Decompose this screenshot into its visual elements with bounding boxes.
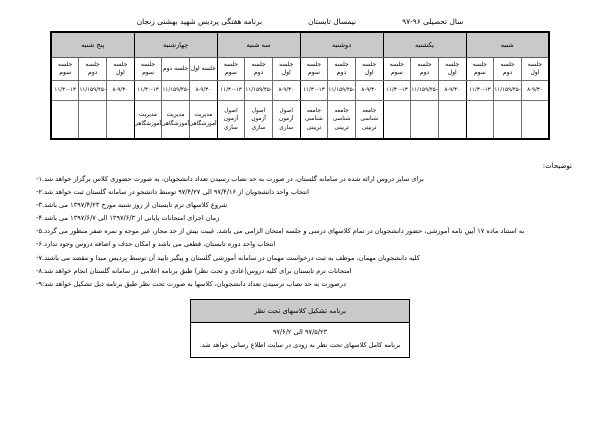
- course-line: سازی: [224, 124, 238, 131]
- course-line: اصول: [251, 108, 266, 115]
- session-word: جلسه: [85, 60, 100, 68]
- course-cell-wed-2[interactable]: [162, 101, 190, 140]
- supervised-classes-dates: ۹۷/۵/۲۳ الی ۹۷/۶/۲: [272, 328, 328, 337]
- course-cell-wed-1[interactable]: [189, 101, 217, 140]
- course-line: جامعه: [306, 108, 321, 115]
- course-line: مدیریت: [194, 112, 213, 119]
- session-ordinal: دوم: [419, 69, 430, 76]
- session-label-sun-2: [411, 58, 439, 81]
- note-number: ۳-: [36, 201, 42, 210]
- note-number: ۸-: [36, 266, 42, 275]
- schedule-title: برنامه هفتگی پردیس شهید بهشتی زنجان: [136, 17, 263, 26]
- session-word: جلسه: [223, 60, 239, 68]
- session-ordinal: اول: [447, 69, 457, 76]
- session-label-tue-3: [217, 58, 245, 81]
- course-cell-sun-1[interactable]: [438, 101, 466, 140]
- note-text: زمان اجرای امتحانات پایانی از ۱۳۹۷/۶/۳ الی ۱۳۹۷/۶/۷ می باشد.: [42, 214, 220, 223]
- session-word: جلسه: [306, 60, 322, 68]
- time-text: ۸-۹/۳۰: [195, 86, 212, 93]
- course-line: سازی: [279, 124, 294, 131]
- session-ordinal: اول: [281, 69, 291, 76]
- time-tue-1: [272, 81, 300, 101]
- time-thu-2: [79, 81, 107, 101]
- session-ordinal: دوم: [253, 69, 264, 76]
- session-ordinal: سوم: [308, 69, 320, 76]
- day-header-tuesday: سه شنبه: [217, 32, 300, 58]
- session-label-thu-3: [51, 58, 79, 81]
- time-sat-3: [466, 81, 494, 101]
- weekly-schedule-table: [50, 31, 550, 140]
- document-header: [0, 0, 600, 31]
- list-item: [0, 202, 600, 209]
- course-line: تربیتی: [306, 124, 322, 131]
- time-thu-3: [51, 81, 79, 101]
- note-text: برای سایر دروس ارائه شده در سامانه گلستان، در صورت به حد نصاب رسیدن تعداد دانشجویان، به صورت حضوری کلاس برگزار خواهد شد.: [42, 175, 424, 183]
- course-cell-mon-3[interactable]: [300, 101, 328, 140]
- course-cell-sat-1[interactable]: [521, 101, 549, 140]
- time-text: ۱۱/۳۰-۱۳: [220, 86, 242, 93]
- course-cell-wed-3[interactable]: [134, 101, 162, 140]
- course-cell-mon-1[interactable]: [355, 101, 383, 140]
- course-line: شناسی: [305, 116, 323, 123]
- session-ordinal: سوم: [390, 69, 403, 76]
- course-line: اصول: [279, 108, 293, 115]
- note-number: ۵-: [36, 227, 42, 236]
- time-text: -۱۱/۱۵: [494, 86, 521, 93]
- course-line: آزمون: [223, 116, 239, 123]
- session-word: جلسه: [113, 60, 128, 68]
- course-cell-thu-3[interactable]: [51, 101, 79, 140]
- table-row-times: [51, 81, 549, 101]
- session-word: جلسه: [472, 60, 487, 68]
- time-text: ۸-۹/۳۰: [361, 86, 378, 93]
- supervised-classes-box: [190, 299, 410, 358]
- session-word: جلسه: [527, 60, 543, 68]
- note-text: انتخاب واحد دوره تابستان، قطعی می باشد و امکان حذف و اضافه دروس وجود ندارد.: [42, 240, 276, 249]
- time-mon-1: [355, 81, 383, 101]
- time-text: ۱۱/۳۰-۱۳: [386, 86, 408, 93]
- time-wed-3: [134, 81, 162, 101]
- day-header-wednesday: چهارشنبه: [134, 32, 217, 58]
- session-word: جلسه: [445, 60, 460, 68]
- note-text: شروع کلاسهای ترم تابستان از روز شنبه مورخ ۱۳۹۷/۴/۲۳ می باشد.: [42, 201, 228, 210]
- time-wed-1: [189, 81, 217, 101]
- time-text-2: ۹/۴۵: [259, 86, 270, 93]
- note-text: امتحانات ترم تابستان برای کلیه دروس(عادی و تحت نظر) طبق برنامه اعلامی در سامانه گلستان انجام خواهد شد.: [42, 266, 352, 275]
- session-label-wed-3: جلسه سوم: [134, 58, 162, 81]
- session-word: جلسه: [251, 60, 266, 68]
- time-text: -۱۱/۱۵: [162, 86, 189, 93]
- session-label-tue-1: [272, 58, 300, 81]
- list-item: [0, 255, 600, 262]
- table-row-sessions: [51, 58, 549, 81]
- time-mon-3: [300, 81, 328, 101]
- list-item: [0, 215, 600, 222]
- session-word: جلسه: [58, 60, 73, 68]
- time-wed-2: [162, 81, 190, 101]
- course-cell-sun-3[interactable]: [383, 101, 411, 140]
- course-cell-sat-3[interactable]: [466, 101, 494, 140]
- session-label-wed-2: جلسه دوم: [162, 58, 190, 81]
- course-cell-sat-2[interactable]: [494, 101, 522, 140]
- course-cell-tue-3[interactable]: [217, 101, 245, 140]
- note-number: ۴-: [36, 214, 42, 223]
- time-mon-2: [328, 81, 356, 101]
- course-line: آموزشگاهی: [188, 120, 217, 127]
- table-row-days: [51, 32, 549, 58]
- session-word: جلسه: [500, 60, 515, 68]
- time-text-2: ۹/۴۵: [93, 86, 104, 93]
- course-line: سازی: [251, 124, 266, 131]
- session-label-thu-2: [79, 58, 107, 81]
- session-ordinal: سوم: [225, 69, 237, 76]
- course-line: آموزشگاهی: [133, 120, 162, 127]
- note-number: ۱-: [36, 175, 42, 183]
- session-label-sun-3: [383, 58, 411, 81]
- time-text-2: ۹/۴۵: [507, 86, 519, 93]
- list-item: [0, 189, 600, 196]
- note-number: ۶-: [36, 240, 42, 249]
- time-thu-1: [107, 81, 135, 101]
- course-line: تربیتی: [334, 124, 349, 131]
- session-label-mon-1: [355, 58, 383, 81]
- session-label-wed-1: جلسه اول: [189, 58, 217, 81]
- note-text: به استناد ماده ۱۷ آیین نامه آموزشی، حضور دانشجویان در تمام کلاسهای درسی و جلسه امتحان الزامی می باشد. غیبت بیش از حد مجاز، غیر موجه و نمره صفر منظور می گردد.: [42, 227, 525, 236]
- supervised-classes-heading: برنامه تشکیل کلاسهای تحت نظر: [191, 300, 409, 323]
- day-header-monday: دوشنبه: [300, 32, 383, 58]
- list-item: [0, 281, 600, 288]
- notes-heading: توضیحات:: [542, 162, 572, 170]
- note-number: ۷-: [36, 253, 42, 262]
- list-item: [0, 241, 600, 248]
- course-cell-tue-1[interactable]: [272, 101, 300, 140]
- time-text: ۸-۹/۳۰: [527, 86, 543, 93]
- session-ordinal: دوم: [88, 69, 98, 76]
- course-line: اصول: [224, 108, 238, 115]
- time-text: -۱۱/۱۵: [245, 86, 272, 93]
- time-tue-3: [217, 81, 245, 101]
- course-line: شناسی: [360, 116, 379, 123]
- session-word: جلسه: [417, 60, 432, 68]
- session-ordinal: اول: [364, 69, 374, 76]
- time-text-2: ۹/۴۵: [425, 86, 436, 93]
- list-item: [0, 228, 600, 235]
- schedule-table-wrapper: [50, 31, 550, 140]
- session-label-sat-2: [494, 58, 522, 81]
- session-label-mon-2: [328, 58, 356, 81]
- note-number: ۹-: [36, 279, 42, 288]
- time-sun-1: [438, 81, 466, 101]
- time-text: ۸-۹/۳۰: [278, 86, 295, 93]
- course-cell-mon-2[interactable]: [328, 101, 356, 140]
- list-item: [0, 176, 600, 183]
- course-cell-thu-1[interactable]: [107, 101, 135, 140]
- term-label: نیمسال تابستان: [308, 17, 357, 26]
- time-text: ۸-۹/۳۰: [444, 86, 461, 93]
- time-text-2: ۹/۴۵: [342, 86, 353, 93]
- note-text: انتخاب واحد دانشجویان از ۹۷/۴/۱۶ الی ۹۷/۴/۲۷ توسط دانشجو در سامانه گلستان ثبت خواهد شد.: [42, 188, 309, 197]
- time-text: -۱۱/۱۵: [79, 86, 106, 93]
- day-header-thursday: پنج شنبه: [51, 32, 134, 58]
- course-line: آزمون: [251, 116, 266, 123]
- session-ordinal: اول: [115, 69, 125, 76]
- course-cell-tue-2[interactable]: [245, 101, 273, 140]
- notes-list: [0, 176, 600, 287]
- note-text: درصورت به حد نصاب نرسیدن تعداد دانشجویان، کلاسها به صورت تحت نظر طبق برنامه ذیل تشکیل خواهد شد:: [42, 279, 346, 288]
- session-ordinal: سوم: [473, 69, 486, 76]
- time-tue-2: [245, 81, 273, 101]
- session-word: جلسه: [334, 60, 349, 68]
- supervised-classes-note: برنامه کامل کلاسهای تحت نظر به زودی در سایت اطلاع رسانی خواهد شد.: [199, 341, 401, 350]
- session-label-sat-3: [466, 58, 494, 81]
- time-sat-1: [521, 81, 549, 101]
- time-text: ۱۱/۳۰-۱۳: [303, 86, 325, 93]
- time-text: -۱۱/۱۵: [411, 86, 438, 93]
- time-sun-2: [411, 81, 439, 101]
- course-line: تربیتی: [361, 124, 377, 131]
- time-text: ۱۱/۳۰-۱۳: [137, 86, 159, 93]
- time-text: ۱۱/۳۰-۱۳: [469, 86, 491, 93]
- day-header-saturday: شنبه: [466, 32, 549, 58]
- course-line: جامعه: [362, 108, 377, 115]
- session-label-sun-1: [438, 58, 466, 81]
- time-sun-3: [383, 81, 411, 101]
- session-word: جلسه: [362, 60, 377, 68]
- course-line: شناسی: [332, 116, 351, 123]
- session-label-sat-1: [521, 58, 549, 81]
- course-line: مدیریت: [166, 112, 185, 119]
- course-cell-thu-2[interactable]: [79, 101, 107, 140]
- course-line: مدیریت: [139, 112, 157, 119]
- session-ordinal: سوم: [59, 69, 72, 76]
- time-sat-2: [494, 81, 522, 101]
- session-label-mon-3: [300, 58, 328, 81]
- supervised-classes-body: [191, 323, 409, 357]
- session-label-thu-1: [107, 58, 135, 81]
- note-number: ۲-: [36, 188, 42, 197]
- course-cell-sun-2[interactable]: [411, 101, 439, 140]
- session-label-tue-2: [245, 58, 273, 81]
- time-text: -۱۱/۱۵: [328, 86, 355, 93]
- table-row-courses: [51, 101, 549, 140]
- session-ordinal: اول: [530, 69, 540, 76]
- list-item: [0, 268, 600, 275]
- time-text-2: ۹/۴۵: [176, 86, 187, 93]
- course-line: آموزشگاهی: [161, 120, 189, 127]
- session-word: جلسه: [389, 60, 405, 68]
- time-text: ۱۱/۳۰-۱۳: [54, 86, 76, 93]
- time-text: ۸-۹/۳۰: [112, 86, 129, 93]
- session-ordinal: دوم: [336, 69, 347, 76]
- session-word: جلسه: [279, 60, 294, 68]
- session-ordinal: دوم: [502, 69, 513, 76]
- academic-year-label: سال تحصیلی ۹۶-۹۷: [402, 17, 464, 26]
- course-line: آزمون: [279, 116, 294, 123]
- day-header-sunday: یکشنبه: [383, 32, 466, 58]
- course-line: جامعه: [334, 108, 349, 115]
- note-text: کلیه دانشجویان مهمان، موظف به ثبت درخواست مهمان در سامانه آموزشی گلستان و پیگیر تایید آن توسط پردیس مبدا و مقصد می باشند.: [42, 253, 420, 262]
